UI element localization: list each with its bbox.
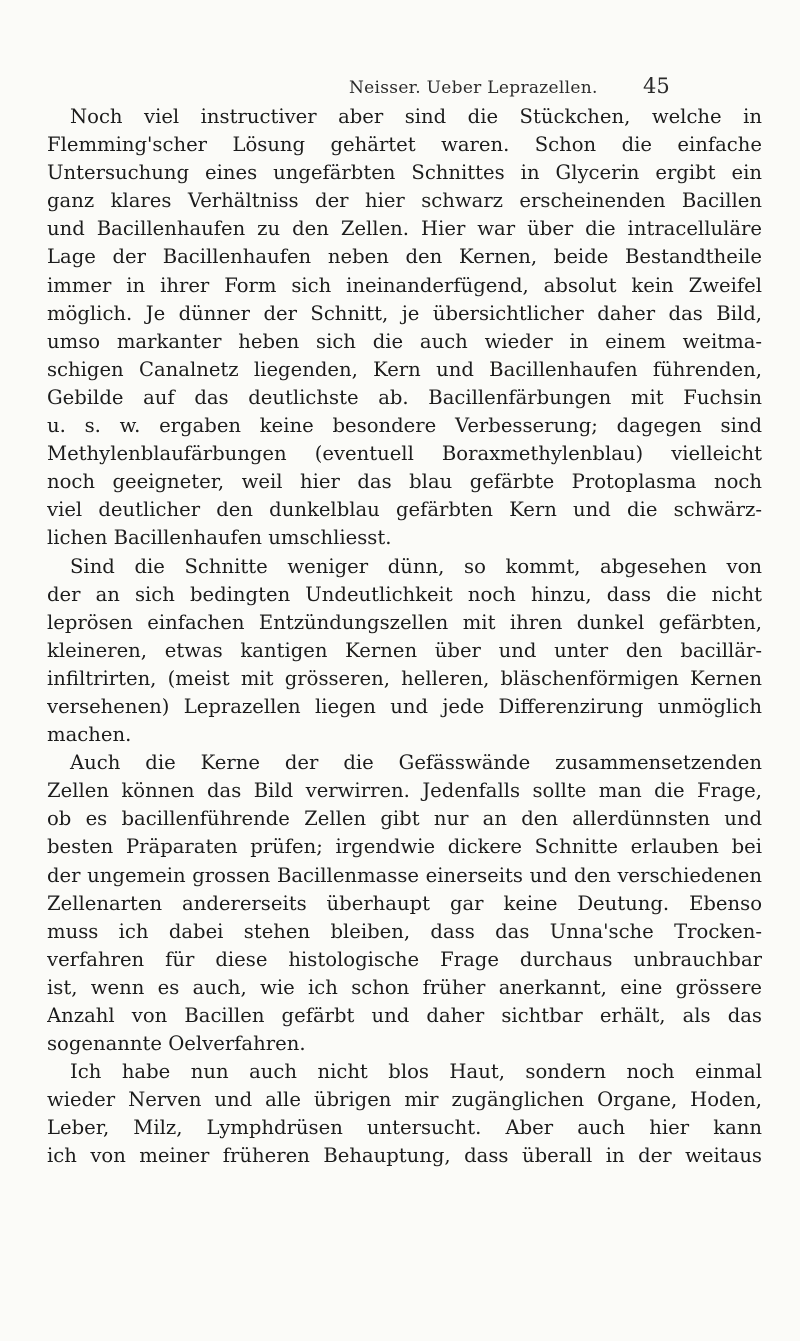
text-line: lichen Bacillenhaufen umschliesst. (47, 526, 392, 550)
text-line: Untersuchung eines ungefärbten Schnittes in Glycerin ergibt ein (47, 161, 762, 185)
page-number: 45 (643, 74, 670, 98)
text-line: der ungemein grossen Bacillenmasse einerseits und den verschiedenen (47, 863, 762, 887)
text-line: ob es bacillenführende Zellen gibt nur an den allerdünnsten und (47, 807, 762, 831)
paragraph-4 (47, 1058, 762, 1170)
paragraph-3 (47, 749, 762, 1058)
text-line: Noch viel instructiver aber sind die Stückchen, welche in (70, 105, 762, 128)
paragraph-1 (47, 103, 762, 553)
text-line: Auch die Kerne der die Gefässwände zusammensetzenden (70, 751, 762, 775)
text-line: Ich habe nun auch nicht blos Haut, sondern noch einmal (70, 1060, 762, 1084)
text-line: Methylenblaufärbungen (eventuell Boraxmethylenblau) vielleicht (47, 442, 762, 466)
paragraph-2 (47, 553, 762, 750)
text-line: sogenannte Oelverfahren. (47, 1032, 306, 1056)
text-line: machen. (47, 723, 132, 747)
text-line: Leber, Milz, Lymphdrüsen untersucht. Aber auch hier kann (47, 1116, 762, 1140)
text-line: der an sich bedingten Undeutlichkeit noch hinzu, dass die nicht (47, 582, 762, 606)
text-line: u. s. w. ergaben keine besondere Verbesserung; dagegen sind (47, 414, 762, 438)
text-line: ganz klares Verhältniss der hier schwarz erscheinenden Bacillen (47, 189, 762, 213)
text-line: wieder Nerven und alle übrigen mir zugänglichen Organe, Hoden, (47, 1088, 762, 1112)
text-line: verfahren für diese histologische Frage durchaus unbrauchbar (47, 947, 762, 971)
text-line: besten Präparaten prüfen; irgendwie dickere Schnitte erlauben bei (47, 835, 762, 859)
text-line: viel deutlicher den dunkelblau gefärbten Kern und die schwärz- (47, 498, 762, 522)
text-line: möglich. Je dünner der Schnitt, je übersichtlicher daher das Bild, (47, 301, 762, 325)
text-line: versehenen) Leprazellen liegen und jede Differenzirung unmöglich (47, 694, 762, 718)
text-line: ist, wenn es auch, wie ich schon früher anerkannt, eine grössere (47, 975, 762, 999)
text-line: infiltrirten, (meist mit grösseren, helleren, bläschenförmigen Kernen (47, 666, 762, 690)
text-line: Gebilde auf das deutlichste ab. Bacillenfärbungen mit Fuchsin (47, 385, 762, 409)
text-line: immer in ihrer Form sich ineinanderfügend, absolut kein Zweifel (47, 273, 762, 297)
text-line: Anzahl von Bacillen gefärbt und daher sichtbar erhält, als das (47, 1004, 762, 1027)
text-line: muss ich dabei stehen bleiben, dass das Unna'sche Trocken- (47, 919, 762, 943)
text-line: leprösen einfachen Entzündungszellen mit ihren dunkel gefärbten, (47, 610, 762, 634)
text-line: Zellenarten andererseits überhaupt gar keine Deutung. Ebenso (47, 891, 762, 915)
text-line: und Bacillenhaufen zu den Zellen. Hier war über die intracelluläre (47, 217, 762, 241)
text-line: Zellen können das Bild verwirren. Jedenfalls sollte man die Frage, (47, 779, 762, 803)
running-header (0, 74, 800, 104)
text-line: noch geeigneter, weil hier das blau gefärbte Protoplasma noch (47, 470, 762, 494)
text-line: Flemming'scher Lösung gehärtet waren. Schon die einfache (47, 133, 762, 157)
text-line: Lage der Bacillenhaufen neben den Kernen, beide Bestandtheile (47, 245, 762, 269)
text-line: ich von meiner früheren Behauptung, dass überall in der weitaus (47, 1144, 762, 1168)
text-line: kleineren, etwas kantigen Kernen über und unter den bacillär- (47, 638, 762, 662)
text-line: schigen Canalnetz liegenden, Kern und Bacillenhaufen führenden, (47, 357, 762, 381)
running-title: Neisser. Ueber Leprazellen. (349, 78, 598, 98)
text-line: umso markanter heben sich die auch wieder in einem weitma- (47, 329, 762, 353)
text-line: Sind die Schnitte weniger dünn, so kommt, abgesehen von (70, 554, 762, 578)
body-text (47, 103, 762, 1171)
